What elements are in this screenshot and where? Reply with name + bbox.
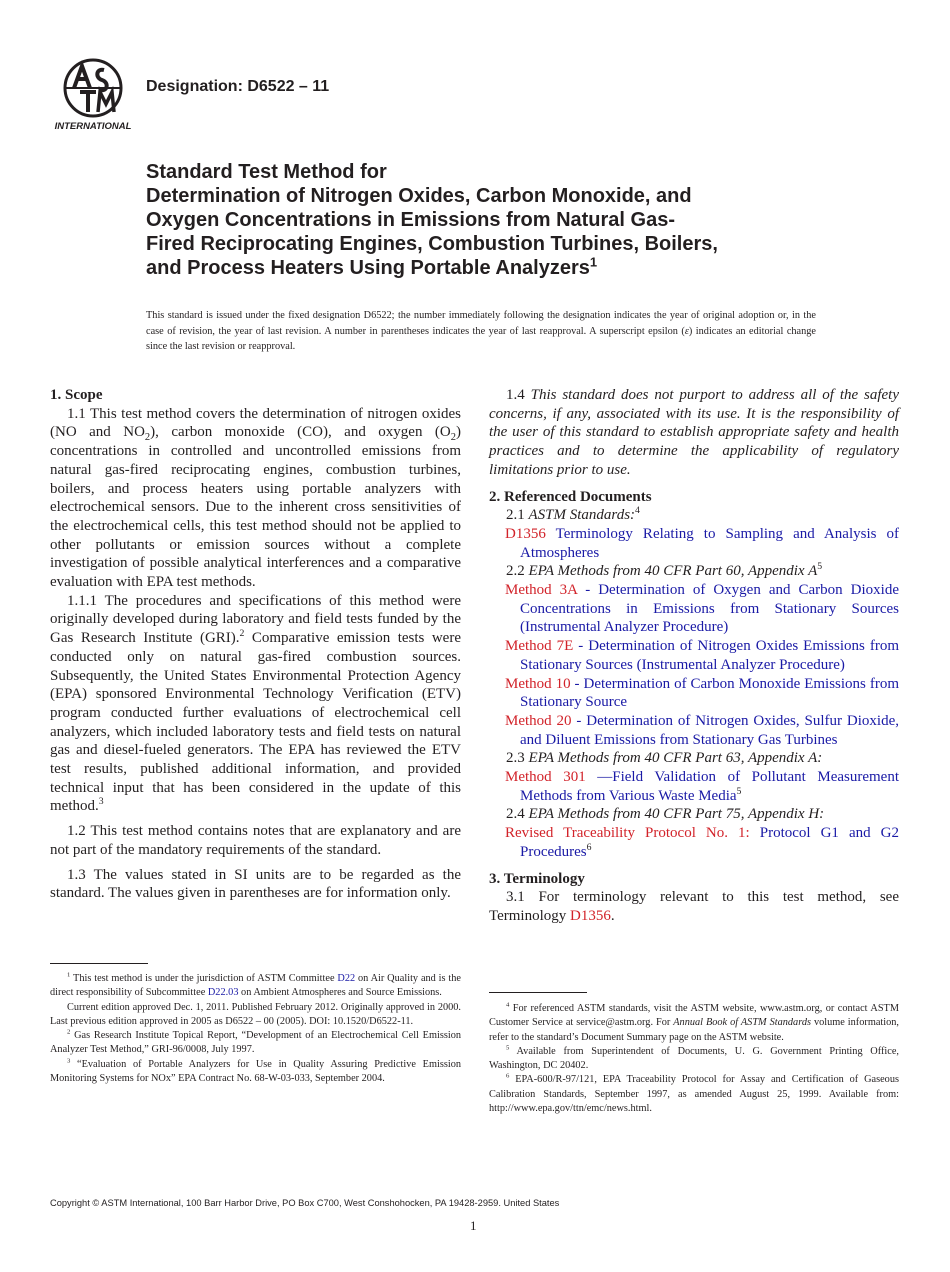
link-d1356-terminology[interactable]: D1356 bbox=[570, 907, 611, 924]
paragraph-1-1-1: 1.1.1 The procedures and specifications of this method were originally developed during laboratory and field tests funded by the Gas Research Institute (GRI).$^2$ Comparative emission tests were conducted only on natural gas-fired combustion sources. Subsequently, the United States Environmental Protection Agency (EPA) sponsored Environmental Technology Verification (ETV) program conducted further evaluations of electrochemical cell analyzers, which included laboratory tests and field tests on natural gas and diesel-fueled generators. The EPA has reviewed the ETV test results, published additional information, and provided technical input that has been considered in the update of this method.$^3$ bbox=[50, 592, 461, 815]
link-d22[interactable]: D22 bbox=[337, 973, 356, 984]
footnotes-right bbox=[489, 1002, 899, 1116]
link-d1356[interactable]: D1356 bbox=[505, 525, 546, 542]
footnote-1-edition: Current edition approved Dec. 1, 2011. Published February 2012. Originally approved in 2000. Last previous edition approved in 2005 as D6522 – 00 (2005). DOI: 10.1520/D6522-11. bbox=[50, 1001, 461, 1027]
link-method-301[interactable]: Method 301 bbox=[505, 769, 586, 786]
ref-method-301 bbox=[489, 768, 899, 805]
ref-traceability-protocol bbox=[489, 824, 899, 861]
footnote-5: $^5$ Available from Superintendent of Documents, U. G. Government Printing Office, Washington, DC 20402. bbox=[489, 1044, 899, 1072]
link-d22-03[interactable]: D22.03 bbox=[207, 987, 239, 999]
title-line: Oxygen Concentrations in Emissions from Natural Gas- bbox=[146, 209, 676, 231]
footnotes-left bbox=[50, 972, 461, 1086]
title-line: Determination of Nitrogen Oxides, Carbon Monoxide, and bbox=[146, 185, 692, 207]
link-traceability-protocol[interactable]: Revised Traceability Protocol No. 1: bbox=[505, 825, 750, 842]
copyright-notice: Copyright © ASTM International, 100 Barr Harbor Drive, PO Box C700, West Conshohocken, PA 19428-2959. United States bbox=[50, 1198, 560, 1208]
footnote-divider bbox=[50, 963, 148, 964]
epsilon-symbol: ε bbox=[684, 325, 689, 337]
astm-logo bbox=[52, 58, 134, 134]
footnote-ref[interactable]: 4 bbox=[635, 505, 640, 517]
section-heading-referenced-documents: 2. Referenced Documents bbox=[489, 488, 652, 505]
link-method-3a[interactable]: Method 3A bbox=[505, 582, 578, 599]
designation: Designation: D6522 – 11 bbox=[146, 78, 330, 95]
paragraph-1-1: 1.1 This test method covers the determination of nitrogen oxides (NO and $NO_2$), carbon monoxide (CO), and oxygen $(O_2)$ concentrations in controlled and uncontrolled emissions from natural gas-fired reciprocating engines, combustion turbines, boilers, and process heaters using portable analyzers with electrochemical sensors. Due to the inherent cross sensitivities of the electrochemical cells, this test method should not be applied to other pollutants or emission sources without a complete investigation of possible analytical interferences and a comparative evaluation with EPA test methods. bbox=[50, 405, 461, 591]
subsection-2-3: 2.3 EPA Methods from 40 CFR Part 63, Appendix A: bbox=[506, 750, 823, 767]
link-d1356-title[interactable]: Terminology Relating to Sampling and Analysis of Atmospheres bbox=[520, 525, 899, 561]
link-traceability-protocol-title[interactable]: Protocol G1 and G2 Procedures bbox=[520, 825, 899, 860]
footnote-3: $^3$ “Evaluation of Portable Analyzers for Use in Quality Assuring Predictive Emission Monitoring Systems for NOx” EPA Contract No. 68-W-03-033, September 2004. bbox=[50, 1057, 461, 1085]
paragraph-1-3: 1.3 The values stated in SI units are to be regarded as the standard. The values given in parentheses are for information only. bbox=[50, 866, 461, 902]
title-line: and Process Heaters Using Portable Analyzers$^1$ bbox=[146, 254, 598, 279]
ref-method-7e bbox=[489, 637, 899, 674]
ref-d1356 bbox=[489, 525, 899, 562]
link-method-20[interactable]: Method 20 bbox=[505, 712, 572, 729]
page-number: 1 bbox=[470, 1218, 477, 1233]
paragraph-3-1: 3.1 For terminology relevant to this test method, see Terminology D1356. bbox=[489, 889, 899, 924]
footnote-6: $^6$ EPA-600/R-97/121, EPA Traceability Protocol for Assay and Certification of Gaseous Calibration Standards, September 1997, as amended August 25, 1999. Available from: http://www.epa.gov/ttn/emc/news.html. bbox=[489, 1073, 899, 1115]
document-title bbox=[146, 160, 826, 280]
ref-method-3a bbox=[489, 581, 899, 637]
link-method-7e-title[interactable]: - Determination of Nitrogen Oxides Emissions from Stationary Sources (Instrumental Analyzer Procedure) bbox=[520, 638, 899, 673]
title-line: Standard Test Method for bbox=[146, 161, 387, 183]
subsection-2-2: 2.2 EPA Methods from 40 CFR Part 60, Appendix $A^5$ bbox=[506, 561, 823, 580]
footnote-4: $^4$ For referenced ASTM standards, visit the ASTM website, www.astm.org, or contact ASTM Customer Service at service@astm.org. For Annual Book of ASTM Standards volume information, refer to the standard’s Document Summary page on the ASTM website. bbox=[489, 1001, 899, 1043]
section-heading-terminology: 3. Terminology bbox=[489, 870, 585, 887]
footnote-ref[interactable]: 5 bbox=[736, 785, 742, 797]
footnote-ref[interactable]: 3 bbox=[98, 796, 104, 808]
link-method-301-title[interactable]: —Field Validation of Pollutant Measurement Methods from Various Waste Media bbox=[520, 769, 899, 804]
right-column bbox=[489, 386, 899, 926]
paragraph-1-2: 1.2 This test method contains notes that are explanatory and are not part of the mandatory requirements of the standard. bbox=[50, 823, 461, 858]
subsection-2-1: 2.1 ASTM Standards:$^4$ bbox=[506, 505, 640, 524]
section-heading-scope: 1. Scope bbox=[50, 387, 103, 403]
paragraph-1-4: 1.4 This standard does not purport to address all of the safety concerns, if any, associated with its use. It is the responsibility of the user of this standard to establish appropriate safety and health practices and to determine the applicability of regulatory limitations prior to use. bbox=[489, 387, 900, 478]
link-method-10[interactable]: Method 10 bbox=[505, 675, 571, 692]
footnote-ref[interactable]: 1 bbox=[589, 254, 598, 270]
link-method-10-title[interactable]: - Determination of Carbon Monoxide Emissions from Stationary Source bbox=[520, 675, 899, 711]
ref-method-10 bbox=[489, 675, 899, 712]
footnote-ref[interactable]: 2 bbox=[239, 628, 245, 640]
ref-method-20 bbox=[489, 712, 899, 749]
standard-notice: This standard is issued under the fixed designation D6522; the number immediately following the designation indicates the year of original adoption or, in the case of revision, the year of last revision. A number in parentheses indicates the year of last reapproval. A superscript epsilon (ε) indicates an editorial change since the last revision or reapproval. bbox=[146, 310, 816, 352]
left-column bbox=[50, 386, 461, 903]
footnote-ref[interactable]: 6 bbox=[586, 841, 592, 853]
footnote-2: $^2$ Gas Research Institute Topical Report, “Development of an Electrochemical Cell Emission Analyzer Test Method,” GRI-96/0008, July 1997. bbox=[50, 1028, 461, 1056]
link-method-3a-title[interactable]: - Determination of Oxygen and Carbon Dioxide Concentrations in Emissions from Stationary Sources (Instrumental Analyzer Procedure) bbox=[520, 582, 900, 636]
footnote-1: $^1$ This test method is under the jurisdiction of ASTM Committee D22 on Air Quality and is the direct responsibility of Subcommittee D22.03 on Ambient Atmospheres and Source Emissions. bbox=[50, 971, 461, 999]
title-line: Fired Reciprocating Engines, Combustion Turbines, Boilers, bbox=[146, 233, 718, 255]
logo-wordmark: INTERNATIONAL bbox=[54, 121, 132, 132]
link-method-7e[interactable]: Method 7E bbox=[505, 638, 574, 655]
footnote-ref[interactable]: 5 bbox=[817, 561, 823, 573]
footnote-divider bbox=[489, 992, 587, 993]
subsection-2-4: 2.4 EPA Methods from 40 CFR Part 75, Appendix H: bbox=[506, 806, 825, 823]
link-method-20-title[interactable]: - Determination of Nitrogen Oxides, Sulfur Dioxide, and Diluent Emissions from Stationary Gas Turbines bbox=[520, 712, 899, 748]
